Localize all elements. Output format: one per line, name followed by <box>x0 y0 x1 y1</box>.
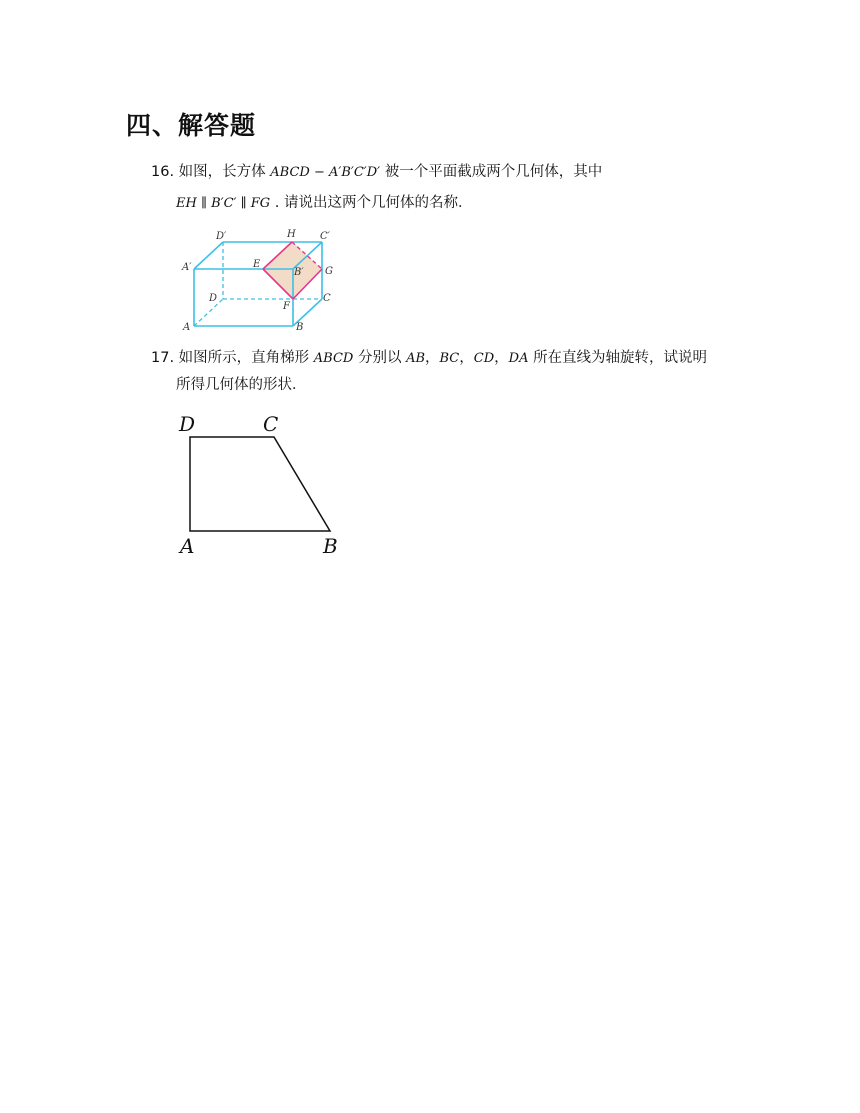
label-e: E <box>253 259 261 270</box>
trapezoid-figure <box>175 408 350 563</box>
label-a: A <box>180 534 195 558</box>
trapezoid-outline <box>190 437 330 531</box>
question-text: 如图所示，直角梯形 <box>178 350 310 366</box>
axis-bc: BC <box>439 351 460 366</box>
label-a: A <box>183 322 191 333</box>
edge <box>194 242 223 269</box>
question-text: 分别以 <box>357 350 402 366</box>
question-16-line-2 <box>176 188 473 219</box>
label-b: B <box>323 534 338 558</box>
label-d-prime: D′ <box>216 231 227 242</box>
axis-cd: CD <box>473 351 495 366</box>
math-expression: EH ∥ B′C′ ∥ FG <box>176 196 271 211</box>
question-text: 所在直线为轴旋转，试说明 <box>533 350 708 366</box>
label-a-prime: A′ <box>182 262 192 273</box>
label-c: C <box>263 412 279 436</box>
question-17-line-2 <box>176 370 307 400</box>
math-expression: ABCD <box>313 351 354 366</box>
cuboid-figure <box>180 226 340 336</box>
label-c-prime: C′ <box>320 231 330 242</box>
label-b-prime: B′ <box>294 267 304 278</box>
label-h: H <box>287 229 296 240</box>
question-text: 被一个平面截成两个几何体，其中 <box>384 164 603 180</box>
question-17-line-1: 17. 如图所示，直角梯形 ABCD 分别以 AB，BC，CD，DA 所在直线为轴旋转，试说明 <box>151 343 707 374</box>
question-number: 16. <box>151 164 175 180</box>
question-text: 如图，长方体 <box>178 164 266 180</box>
label-b: B <box>296 322 304 333</box>
question-16-line-1 <box>151 157 602 188</box>
axis-ab: AB <box>406 351 426 366</box>
label-g: G <box>325 266 333 277</box>
label-c: C <box>323 293 331 304</box>
label-d: D <box>179 412 196 436</box>
question-number: 17. <box>151 350 175 366</box>
label-f: F <box>283 301 290 312</box>
section-title: 四、解答题 <box>126 111 257 140</box>
label-d: D <box>209 293 218 304</box>
question-text: 所得几何体的形状． <box>176 377 307 393</box>
axis-da: DA <box>508 351 529 366</box>
question-text: . 请说出这两个几何体的名称． <box>274 195 473 211</box>
math-expression: ABCD − A′B′C′D′ <box>270 165 381 180</box>
